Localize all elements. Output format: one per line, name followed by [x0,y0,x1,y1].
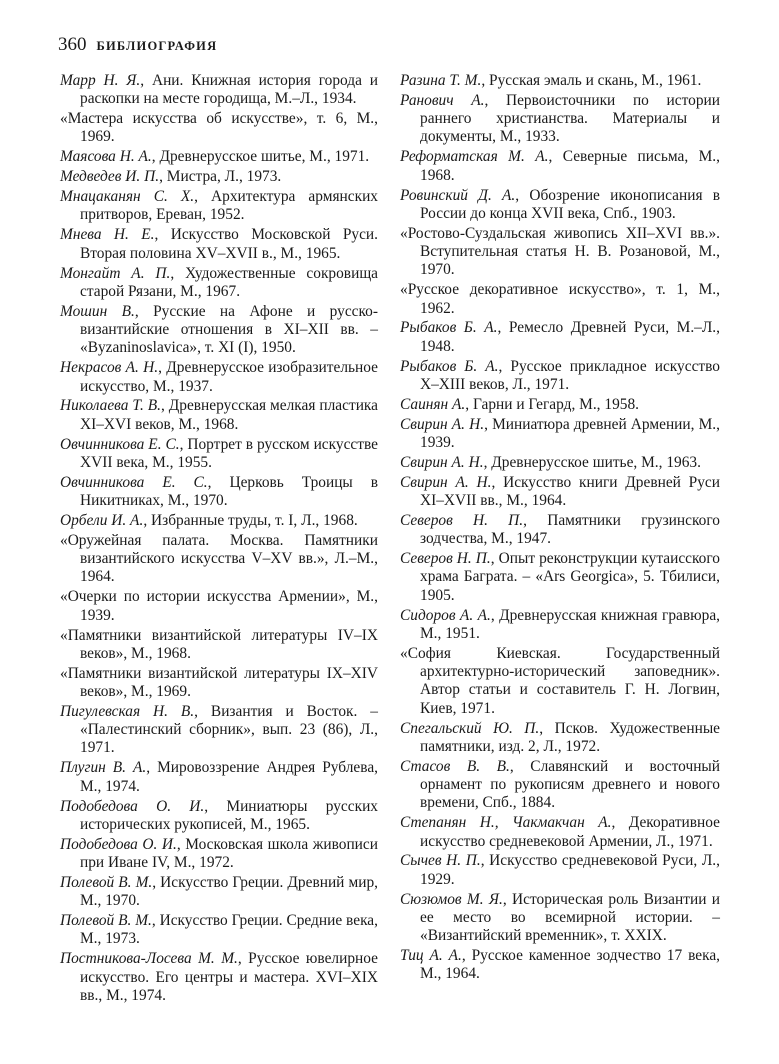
entry-text: , Древнерусская книжная гравюра, М., 1951. [420,606,720,642]
entry-text: , Художественные сокровища старой Рязани, М., 1967. [80,264,378,300]
entry-author: Тиц А. А. [400,947,462,965]
entry-text: , Русские на Афоне и русско-византийские отношения в XI–XII вв. – «Byzaninoslavica», т. XI (I), 1950. [80,302,378,357]
entry-text: , Искусство средневековой Руси, Л., 1929. [420,852,720,888]
bibliography-entry [60,912,378,949]
entry-author: Северов Н. П. [400,550,491,568]
entry-text: , Русская эмаль и скань, М., 1961. [481,72,702,89]
entry-text: , Древнерусское шитье, М., 1963. [483,453,701,471]
entry-author: Некрасов А. Н. [60,359,159,377]
entry-text: , Памятники грузинского зодчества, М., 1947. [420,511,720,548]
page-number: 360 [58,34,87,55]
entry-author: Плугин В. А. [60,759,147,777]
entry-author: Степанян Н., Чакмакчан А. [400,814,612,832]
running-title: БИБЛИОГРАФИЯ [96,39,218,53]
entry-author: Саинян А. [400,395,466,413]
bibliography-entry [400,454,720,472]
entry-text: , Гарни и Гегард, М., 1958. [465,395,640,413]
entry-text: , Русское ювелирное искусство. Его центры и мастера. XVI–XIX вв., М., 1974. [80,950,378,1004]
bibliography-entry [400,187,720,224]
bibliography-column-right [400,72,720,985]
entry-text: , Псков. Художественные памятники, изд. 2, Л., 1972. [420,719,720,755]
entry-text: , Славянский и восточный орнамент по рукописям древнего и нового времени, Спб., 1884. [420,757,721,812]
entry-author: Овчинникова Е. С. [60,435,180,453]
entry-text: , Древнерусское изобразительное искусство, М., 1937. [80,359,378,395]
bibliography-entry [60,759,378,796]
entry-text: , Мировоззрение Андрея Рублева, М., 1974. [80,759,378,795]
bibliography-entry [400,92,720,147]
entry-author: Рыбаков Б. А. [400,319,498,337]
entry-text: , Архитектура армянских притворов, Ереван, 1952. [80,188,378,224]
entry-author: Сычев Н. П. [400,852,481,870]
bibliography-entry [400,512,720,549]
entry-text: , Опыт реконструкции кутаисского храма Баграта. – «Ars Georgica», 5. Тбилиси, 1905. [420,550,720,604]
entry-text: , Искусство Греции. Средние века, М., 1973. [80,912,378,948]
bibliography-entry [60,397,378,434]
bibliography-entry [400,319,720,356]
bibliography-entry [60,168,378,186]
bibliography-entry [60,950,378,1005]
bibliography-entry [60,512,378,530]
entry-author: Пигулевская Н. В. [60,702,195,720]
entry-author: Ровинский Д. А. [400,186,516,204]
entry-author: Мнева Н. Е. [60,226,155,244]
bibliography-entry [60,588,378,625]
entry-author: Свирин А. Н. [400,473,492,491]
entry-author: Орбели И. А. [60,511,144,529]
bibliography-entry [60,303,378,358]
bibliography-entry [60,798,378,835]
entry-author: Свирин А. Н. [400,453,484,471]
entry-author: Мошин В. [60,302,135,320]
entry-text: , Мистра, Л., 1973. [159,168,282,186]
bibliography-entry [400,947,720,984]
entry-author: Ранович А. [400,91,485,109]
bibliography-entry [60,359,378,396]
entry-author: Рыбаков Б. А. [400,357,499,375]
entry-author: Николаева Т. В. [60,397,161,415]
entry-text: , Искусство Московской Руси. Вторая половина XV–XVII в., М., 1965. [80,226,378,262]
bibliography-entry [400,474,720,511]
entry-author: Овчинникова Е. С. [60,473,208,491]
bibliography-entry [60,532,378,587]
bibliography-entry [60,188,378,225]
bibliography-entry [400,814,720,851]
entry-author: Северов Н. П. [400,511,524,529]
entry-author: Монгайт А. П. [60,264,171,282]
entry-text: «Ростово-Суздальская живопись XII–XVI вв.». Вступительная статья Н. В. Розановой, М., 1970. [400,224,720,279]
bibliography-entry [60,226,378,263]
entry-text: , Византия и Восток. – «Палестинский сборник», вып. 23 (86), Л., 1971. [80,702,378,757]
entry-text: «Памятники византийской литературы IV–IX веков», М., 1968. [60,626,378,662]
entry-text: «Очерки по истории искусства Армении», М., 1939. [60,588,378,624]
entry-text: , Древнерусское шитье, М., 1971. [151,148,370,166]
bibliography-entry [400,225,720,280]
entry-author: Стасов В. В. [400,757,510,775]
entry-text: , Ани. Книжная история города и раскопки на месте городища, М.–Л., 1934. [80,72,378,108]
entry-text: «София Киевская. Государственный архитектурно-исторический заповедник». Автор статьи и составитель Г. Н. Логвин, Киев, 1971. [400,644,720,717]
bibliography-entry [400,720,720,757]
entry-author: Спегальский Ю. П. [400,719,540,737]
bibliography-entry [60,72,378,109]
bibliography-entry [400,281,720,318]
bibliography-entry [400,607,720,644]
entry-author: Сидоров А. А. [400,606,491,624]
entry-text: , Церковь Троицы в Никитниках, М., 1970. [80,473,379,510]
bibliography-entry [400,645,720,718]
entry-author: Марр Н. Я. [60,72,141,89]
bibliography-entry [400,148,720,185]
entry-text: , Древнерусская мелкая пластика XI–XVI веков, М., 1968. [80,397,379,433]
entry-author: Медведев И. П. [60,168,160,186]
bibliography-entry [60,474,378,511]
bibliography-entry [60,836,378,873]
entry-text: , Миниатюра древней Армении, М., 1939. [420,415,720,451]
bibliography-entry [60,265,378,302]
entry-text: , Московская школа живописи при Иване IV, М., 1972. [80,835,378,872]
entry-text: «Мастера искусства об искусстве», т. 6, М., 1969. [60,110,378,146]
entry-author: Мнацаканян С. Х. [60,188,195,206]
entry-text: , Искусство книги Древней Руси XI–XVII вв., М., 1964. [420,473,720,510]
entry-author: Маясова Н. А. [60,148,152,166]
entry-author: Разина Т. М. [400,72,482,89]
entry-text: «Оружейная палата. Москва. Памятники византийского искусства V–XV вв.», Л.–М., 1964. [60,531,378,586]
bibliography-entry [400,72,720,90]
entry-text: , Историческая роль Византии и ее место во всемирной истории. – «Византийский временник», т. XXIX. [420,890,720,945]
bibliography-entry [400,550,720,605]
bibliography-entry [60,627,378,664]
bibliography-entry [60,148,378,166]
entry-author: Подобедова О. И. [60,835,177,853]
entry-text: , Обозрение иконописания в России до конца XVII века, Спб., 1903. [420,186,720,222]
bibliography-entry [60,665,378,702]
entry-text: , Миниатюры русских исторических рукописей, М., 1965. [80,797,378,833]
entry-text: , Ремесло Древней Руси, М.–Л., 1948. [420,319,720,355]
entry-author: Постникова-Лосева М. М. [60,950,238,968]
entry-text: «Русское декоративное искусство», т. 1, М., 1962. [400,281,720,317]
entry-text: , Портрет в русском искусстве XVII века, М., 1955. [80,435,378,471]
entry-text: , Северные письма, М., 1968. [420,148,720,184]
page-header [58,34,217,58]
bibliography-entry [400,891,720,946]
bibliography-entry [400,396,720,414]
bibliography-column-left [60,72,378,1007]
bibliography-entry [400,758,720,813]
bibliography-entry [400,416,720,453]
bibliography-entry [60,703,378,758]
entry-text: , Русское каменное зодчество 17 века, М., 1964. [420,947,720,983]
entry-author: Сюзюмов М. Я. [400,890,503,908]
entry-author: Полевой В. М. [60,912,152,930]
entry-text: «Памятники византийской литературы IX–XIV веков», М., 1969. [60,664,378,700]
entry-text: , Первоисточники по истории раннего христианства. Материалы и документы, М., 1933. [420,91,720,146]
entry-author: Подобедова О. И. [60,797,205,815]
bibliography-entry [400,852,720,889]
entry-text: , Декоративное искусство средневековой Армении, Л., 1971. [420,814,721,850]
entry-author: Свирин А. Н. [400,415,485,433]
bibliography-entry [60,874,378,911]
entry-author: Реформатская М. А. [400,148,549,166]
entry-author: Полевой В. М. [60,873,153,891]
entry-text: , Русское прикладное искусство X–XIII веков, Л., 1971. [420,357,720,393]
entry-text: , Избранные труды, т. I, Л., 1968. [143,511,358,529]
entry-text: , Искусство Греции. Древний мир, М., 1970. [80,873,378,910]
bibliography-entry [60,436,378,473]
bibliography-entry [400,358,720,395]
bibliography-entry [60,110,378,147]
